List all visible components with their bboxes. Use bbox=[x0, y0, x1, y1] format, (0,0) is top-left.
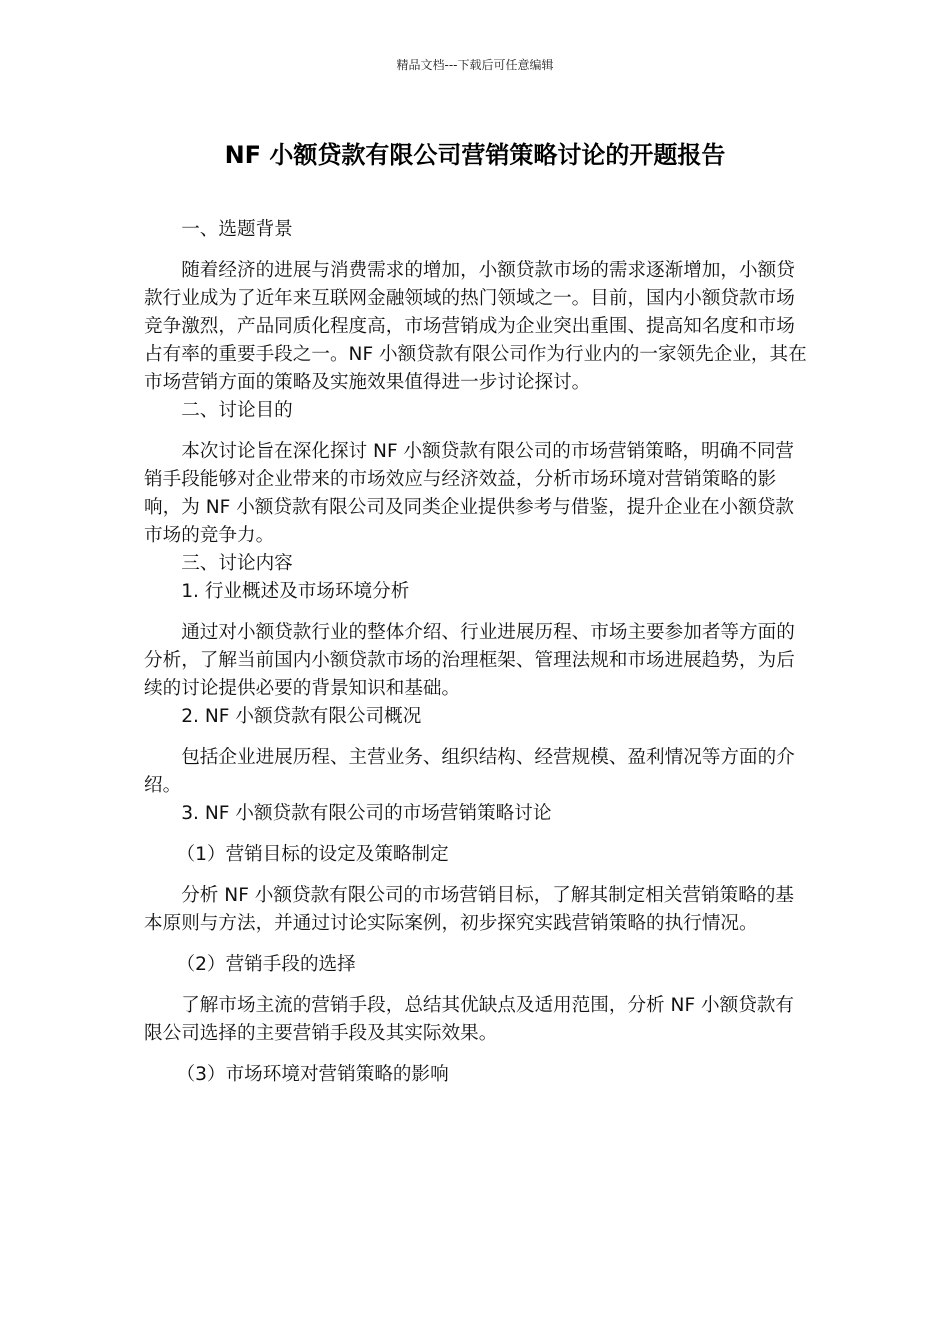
paragraph-means: 了解市场主流的营销手段，总结其优缺点及适用范围，分析 NF 小额贷款有限公司选择的主要营销手段及其实际效果。 bbox=[144, 995, 795, 1044]
document-title: NF 小额贷款有限公司营销策略讨论的开题报告 bbox=[224, 141, 726, 169]
paragraph-background: 随着经济的进展与消费需求的增加，小额贷款市场的需求逐渐增加，小额贷款行业成为了近年来互联网金融领域的热门领域之一。目前，国内小额贷款市场竞争激烈，产品同质化程度高，市场营销成为企业突出重围、提高知名度和市场占有率的重要手段之一。NF 小额贷款有限公司作为行业内的一家领先企业，其在市场营销方面的策略及实施效果值得进一步讨论探讨。 bbox=[144, 260, 807, 393]
section-heading-content: 三、讨论内容 bbox=[181, 553, 293, 574]
subitem-heading-means: （2）营销手段的选择 bbox=[176, 954, 356, 975]
section-heading-background: 一、选题背景 bbox=[181, 219, 293, 240]
header-note: 精品文档---下载后可任意编辑 bbox=[396, 58, 554, 72]
section-heading-purpose: 二、讨论目的 bbox=[181, 400, 293, 421]
paragraph-purpose: 本次讨论旨在深化探讨 NF 小额贷款有限公司的市场营销策略，明确不同营销手段能够对企业带来的市场效应与经济效益，分析市场环境对营销策略的影响，为 NF 小额贷款有限公司及同类企业提供参考与借鉴，提升企业在小额贷款市场的竞争力。 bbox=[144, 441, 795, 546]
subitem-heading-goals: （1）营销目标的设定及策略制定 bbox=[176, 844, 449, 865]
paragraph-industry: 通过对小额贷款行业的整体介绍、行业进展历程、市场主要参加者等方面的分析，了解当前国内小额贷款市场的治理框架、管理法规和市场进展趋势，为后续的讨论提供必要的背景知识和基础。 bbox=[144, 622, 795, 699]
item-heading-industry: 1. 行业概述及市场环境分析 bbox=[181, 581, 410, 602]
item-heading-strategy: 3. NF 小额贷款有限公司的市场营销策略讨论 bbox=[181, 803, 552, 824]
paragraph-goals: 分析 NF 小额贷款有限公司的市场营销目标，了解其制定相关营销策略的基本原则与方法，并通过讨论实际案例，初步探究实践营销策略的执行情况。 bbox=[144, 885, 795, 934]
paragraph-company: 包括企业进展历程、主营业务、组织结构、经营规模、盈利情况等方面的介绍。 bbox=[144, 747, 795, 796]
item-heading-company: 2. NF 小额贷款有限公司概况 bbox=[181, 706, 422, 727]
document-body bbox=[144, 216, 809, 1089]
subitem-heading-environment: （3）市场环境对营销策略的影响 bbox=[176, 1064, 449, 1085]
